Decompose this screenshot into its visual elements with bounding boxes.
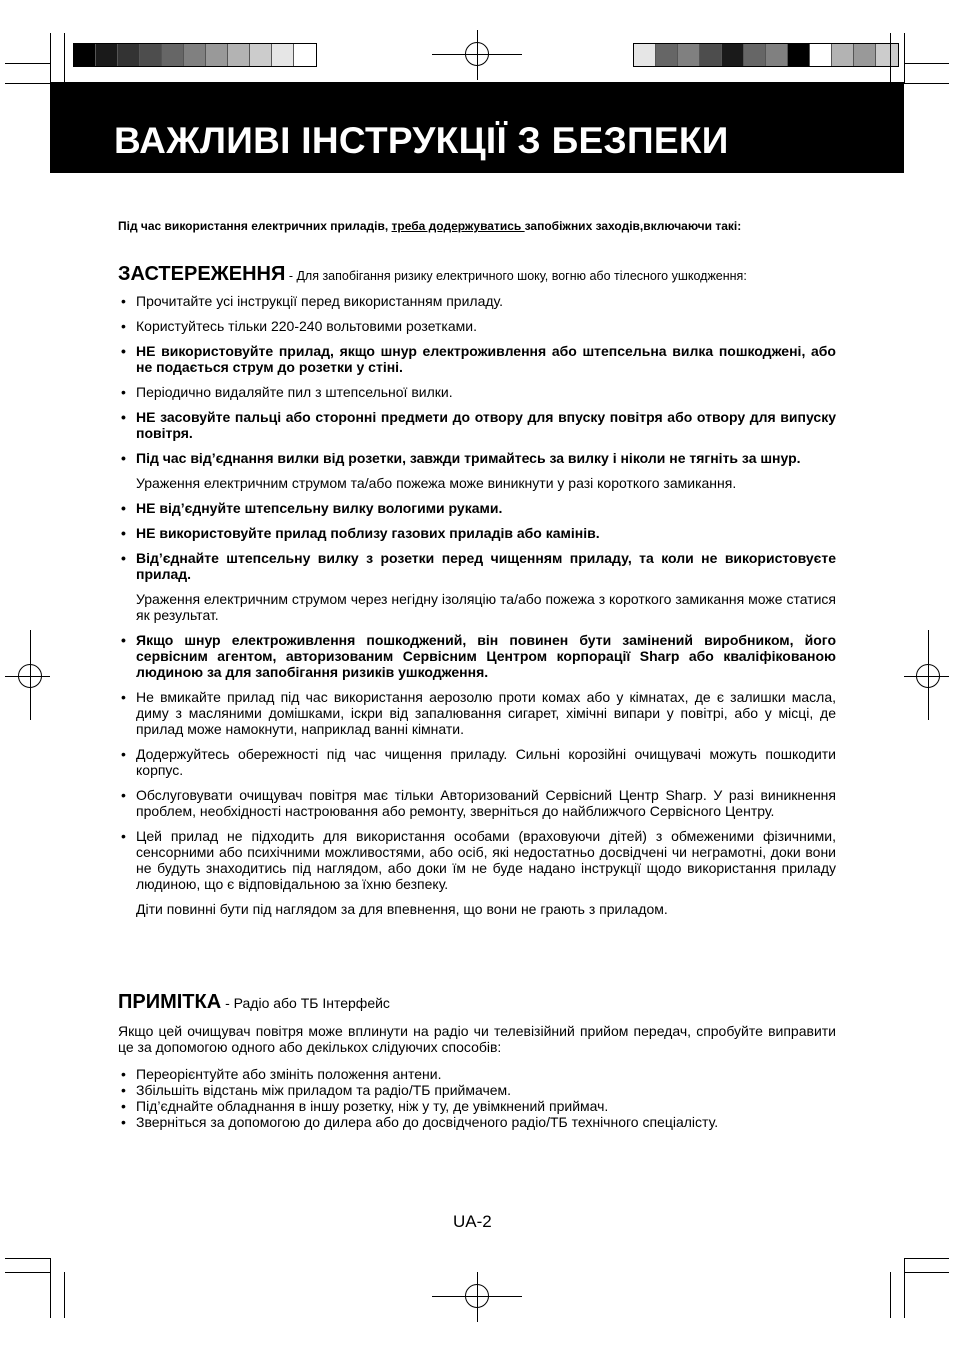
color-swatch (810, 44, 832, 66)
note-list (118, 1066, 836, 1130)
intro-before: Під час використання електричних приладів, (118, 219, 392, 233)
list-item: • Якщо шнур електроживлення пошкоджений, він повинен бути замінений виробником, його сервісним агентом, авторизованим Сервісним Центром корпорації Sharp або кваліфікованою людиною за для запобігання ризиків ушкодження. (118, 632, 836, 680)
color-swatch (700, 44, 722, 66)
list-item: • Обслуговувати очищувач повітря має тільки Авторизований Сервісний Центр Sharp. У разі виникнення проблем, необхідності настроювання або ремонту, зверніться до найближчого Сервісного Центру. (118, 787, 836, 819)
color-swatch (184, 44, 206, 66)
list-item: • НЕ від’єднуйте штепсельну вилку вологими руками. (118, 500, 836, 516)
crop-mark (5, 1258, 50, 1259)
color-swatch (118, 44, 140, 66)
warning-subtitle: - Для запобігання ризику електричного шоку, вогню або тілесного ушкодження: (285, 269, 747, 283)
crop-mark (50, 1258, 51, 1318)
color-bar-left (73, 43, 317, 67)
color-swatch (854, 44, 876, 66)
list-note: Ураження електричним струмом та/або пожежа може виникнути у разі короткого замикання. (136, 475, 737, 491)
color-swatch (228, 44, 250, 66)
crop-mark (904, 1272, 949, 1273)
color-bar-right (633, 43, 899, 67)
color-swatch (162, 44, 184, 66)
title-banner (50, 82, 904, 173)
list-item: • Цей прилад не підходить для використання особами (враховуючи дітей) з обмеженими фізичними, сенсорними або психічними можливостями, або осіб, які недостатньо досвідчені чи неграмотні, доки вони не будуть знаходитись під наглядом, або доки їм не буде надано інструкції щодо використання приладу людиною, що є відповідальною за їхню безпеку. (118, 828, 836, 892)
warning-title: ЗАСТЕРЕЖЕННЯ (118, 263, 286, 285)
list-item: • НЕ використовуйте прилад поблизу газових приладів або камінів. (118, 525, 836, 541)
crop-mark (904, 33, 905, 83)
color-swatch (96, 44, 118, 66)
crop-mark (904, 1258, 905, 1318)
list-item: • Користуйтесь тільки 220-240 вольтовими розетками. (118, 318, 836, 334)
list-item: • Не вмикайте прилад під час використання аерозолю проти комах або у кімнатах, де є залишки масла, диму з масляними домішками, іскри від запалювання сигарет, хімічні випари у повітрі, або у місці, де прилад може намокнути, наприклад ванні кімнати. (118, 689, 836, 737)
list-note: Ураження електричним струмом через негідну ізоляцію та/або пожежа з короткого замикання може статися як результат. (136, 591, 836, 623)
color-swatch (832, 44, 854, 66)
crop-mark (64, 33, 65, 83)
color-swatch (656, 44, 678, 66)
note-paragraph: Якщо цей очищувач повітря може вплинути на радіо чи телевізійний прийом передач, спробуйте виправити це за допомогою одного або декількох слідуючих способів: (118, 1023, 836, 1055)
list-item: • Під’єднайте обладнання в іншу розетку, ніж у ту, де увімкнений приймач. (118, 1098, 836, 1114)
color-swatch (678, 44, 700, 66)
crop-mark (904, 63, 949, 64)
intro-underlined: треба додержуватись (391, 219, 525, 233)
crop-mark (5, 63, 50, 64)
list-item: • Переорієнтуйте або змініть положення антени. (118, 1066, 836, 1082)
color-swatch (722, 44, 744, 66)
note-title: ПРИМІТКА (118, 991, 222, 1013)
crop-mark (5, 83, 50, 84)
list-item: • НЕ використовуйте прилад, якщо шнур електроживлення або штепсельна вилка пошкоджені, або не подається струм до розетки у стіні. (118, 343, 836, 375)
crop-mark (5, 1272, 50, 1273)
registration-circle (465, 42, 489, 66)
list-item: • Під час від’єднання вилки від розетки, завжди тримайтесь за вилку і ніколи не тягніть за шнур. (118, 450, 836, 466)
color-swatch (250, 44, 272, 66)
registration-circle (18, 664, 42, 688)
warning-list (118, 293, 836, 926)
color-swatch (766, 44, 788, 66)
crop-mark (904, 1258, 949, 1259)
list-note: Діти повинні бути під наглядом за для впевнення, що вони не грають з приладом. (136, 901, 668, 917)
list-item: • Зверніться за допомогою до дилера або до досвідченого радіо/ТБ технічного спеціалісту. (118, 1114, 836, 1130)
list-item: • Від’єднайте штепсельну вилку з розетки перед чищенням приладу, та коли не використовуєте прилад. (118, 550, 836, 582)
page-title: ВАЖЛИВІ ІНСТРУКЦІЇ З БЕЗПЕКИ (114, 120, 729, 161)
crop-mark (64, 1272, 65, 1318)
color-swatch (140, 44, 162, 66)
note-subtitle: - Радіо або ТБ Інтерфейс (221, 995, 390, 1011)
page-number: UA-2 (453, 1212, 492, 1231)
intro-text (118, 219, 838, 233)
list-item: • Періодично видаляйте пил з штепсельної вилки. (118, 384, 836, 400)
color-swatch (876, 44, 898, 66)
color-swatch (272, 44, 294, 66)
list-item: • Збільшіть відстань між приладом та радіо/ТБ приймачем. (118, 1082, 836, 1098)
note-heading (118, 991, 390, 1014)
color-swatch (294, 44, 316, 66)
color-swatch (634, 44, 656, 66)
color-swatch (74, 44, 96, 66)
intro-after: запобіжних заходів,включаючи такі: (524, 219, 742, 233)
crop-mark (890, 33, 891, 83)
crop-mark (890, 1272, 891, 1318)
color-swatch (206, 44, 228, 66)
crop-mark (50, 33, 51, 83)
registration-circle (465, 1284, 489, 1308)
list-item: • Додержуйтесь обережності під час чищення приладу. Сильні корозійні очищувачі можуть пошкодити корпус. (118, 746, 836, 778)
crop-mark (904, 83, 949, 84)
warning-heading (118, 263, 747, 286)
color-swatch (744, 44, 766, 66)
registration-circle (916, 664, 940, 688)
list-item: • НЕ засовуйте пальці або сторонні предмети до отвору для впуску повітря або отвору для випуску повітря. (118, 409, 836, 441)
color-swatch (788, 44, 810, 66)
list-item: • Прочитайте усі інструкції перед використанням приладу. (118, 293, 836, 309)
